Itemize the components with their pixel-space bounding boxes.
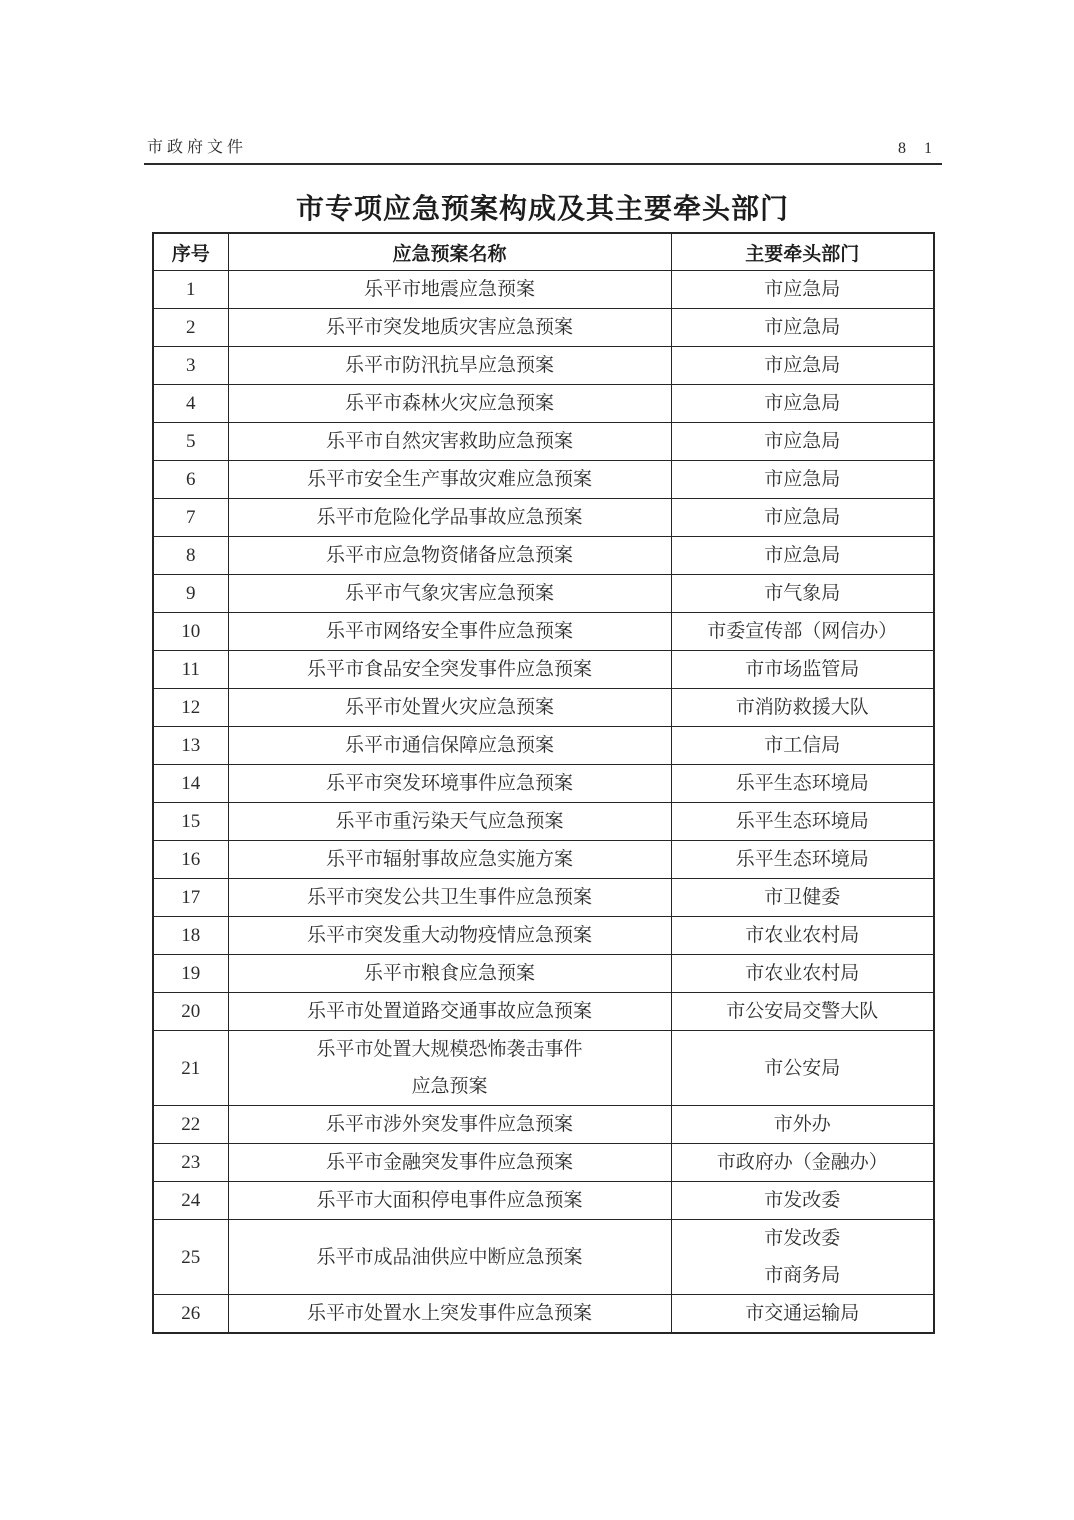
cell-text: 市发改委 [764, 1190, 841, 1211]
emergency-plans-table [152, 232, 935, 1334]
lead-department-cell [671, 575, 934, 613]
plan-name-cell [228, 271, 671, 309]
row-number-cell [153, 993, 228, 1031]
table-row [153, 803, 934, 841]
lead-department-cell [671, 955, 934, 993]
table-row [153, 841, 934, 879]
row-number-cell [153, 1031, 228, 1106]
cell-text: 15 [181, 811, 201, 832]
cell-text: 乐平市安全生产事故灾难应急预案 [306, 469, 592, 490]
row-number-cell [153, 499, 228, 537]
cell-text: 乐平市网络安全事件应急预案 [325, 621, 573, 642]
cell-text: 24 [181, 1190, 201, 1211]
cell-text: 市委宣传部（网信办） [707, 621, 898, 642]
lead-department-cell [671, 1220, 934, 1295]
row-number-cell [153, 309, 228, 347]
cell-text: 乐平市突发公共卫生事件应急预案 [306, 887, 592, 908]
table-row [153, 1106, 934, 1144]
cell-text: 市发改委 [764, 1228, 841, 1249]
table-row [153, 1144, 934, 1182]
cell-text: 17 [181, 887, 201, 908]
lead-department-cell [671, 1144, 934, 1182]
cell-text: 市应急局 [764, 507, 841, 528]
lead-department-cell [671, 537, 934, 575]
lead-department-cell [671, 499, 934, 537]
row-number-cell [153, 537, 228, 575]
row-number-cell [153, 1106, 228, 1144]
table-row [153, 765, 934, 803]
table-row [153, 537, 934, 575]
cell-text: 乐平市处置水上突发事件应急预案 [306, 1303, 592, 1324]
row-number-cell [153, 347, 228, 385]
cell-text: 8 [186, 545, 196, 566]
cell-text: 市外办 [773, 1114, 831, 1135]
table-row [153, 727, 934, 765]
row-number-cell [153, 1295, 228, 1334]
table-body [153, 271, 934, 1334]
plan-name-cell [228, 1295, 671, 1334]
table-row [153, 613, 934, 651]
cell-text: 乐平市涉外突发事件应急预案 [325, 1114, 573, 1135]
plan-name-cell [228, 537, 671, 575]
cell-text: 乐平市成品油供应中断应急预案 [316, 1246, 583, 1268]
table-row [153, 271, 934, 309]
cell-text: 市应急局 [764, 545, 841, 566]
plan-name-cell [228, 1106, 671, 1144]
plan-name-cell [228, 651, 671, 689]
cell-text: 市政府办（金融办） [716, 1152, 888, 1173]
cell-text: 12 [181, 697, 201, 718]
cell-text: 乐平市处置道路交通事故应急预案 [306, 1001, 592, 1022]
lead-department-cell [671, 1106, 934, 1144]
cell-text: 市公安局 [764, 1057, 841, 1079]
lead-department-cell [671, 461, 934, 499]
row-number-cell [153, 917, 228, 955]
row-number-cell [153, 1220, 228, 1295]
lead-department-cell [671, 1031, 934, 1106]
lead-department-cell [671, 993, 934, 1031]
lead-department-cell [671, 917, 934, 955]
cell-text: 市市场监管局 [745, 659, 860, 680]
row-number-cell [153, 271, 228, 309]
cell-text: 14 [181, 773, 201, 794]
table-row [153, 385, 934, 423]
cell-text: 乐平市大面积停电事件应急预案 [316, 1190, 583, 1211]
table-row [153, 1295, 934, 1334]
cell-text: 4 [186, 393, 196, 414]
plan-name-cell [228, 499, 671, 537]
cell-text: 市应急局 [764, 431, 841, 452]
cell-text: 市应急局 [764, 355, 841, 376]
table-header-row [153, 233, 934, 271]
column-header-plan-name: 应急预案名称 [228, 233, 671, 271]
table-row [153, 689, 934, 727]
cell-text: 乐平生态环境局 [735, 811, 869, 832]
lead-department-cell [671, 879, 934, 917]
cell-text: 市卫健委 [764, 887, 841, 908]
plan-name-cell [228, 689, 671, 727]
plan-name-cell [228, 347, 671, 385]
plan-name-cell [228, 461, 671, 499]
row-number-cell [153, 689, 228, 727]
table-row [153, 575, 934, 613]
row-number-cell [153, 1144, 228, 1182]
lead-department-cell [671, 651, 934, 689]
lead-department-cell [671, 271, 934, 309]
plan-name-cell [228, 879, 671, 917]
plan-name-cell [228, 1031, 671, 1106]
cell-text: 市应急局 [764, 469, 841, 490]
lead-department-cell [671, 765, 934, 803]
plan-name-cell [228, 1182, 671, 1220]
cell-text: 乐平市森林火灾应急预案 [344, 393, 554, 414]
cell-text: 3 [186, 355, 196, 376]
plan-name-cell [228, 575, 671, 613]
plan-name-cell [228, 765, 671, 803]
cell-text: 乐平市应急物资储备应急预案 [325, 545, 573, 566]
cell-text: 市农业农村局 [745, 925, 860, 946]
lead-department-cell [671, 423, 934, 461]
cell-text: 乐平市食品安全突发事件应急预案 [306, 659, 592, 680]
cell-text: 乐平市自然灾害救助应急预案 [325, 431, 573, 452]
lead-department-cell [671, 309, 934, 347]
cell-text: 市气象局 [764, 583, 841, 604]
cell-text: 21 [181, 1057, 201, 1079]
lead-department-cell [671, 727, 934, 765]
page-number: 8 1 [898, 140, 939, 157]
cell-text: 5 [186, 431, 196, 452]
row-number-cell [153, 575, 228, 613]
lead-department-cell [671, 385, 934, 423]
cell-text: 11 [181, 659, 200, 680]
row-number-cell [153, 461, 228, 499]
cell-text: 应急预案 [411, 1076, 488, 1097]
cell-text: 市公安局交警大队 [726, 1001, 879, 1022]
cell-text: 乐平市气象灾害应急预案 [344, 583, 554, 604]
table-row [153, 347, 934, 385]
table-row [153, 1031, 934, 1106]
lead-department-cell [671, 613, 934, 651]
lead-department-cell [671, 1295, 934, 1334]
lead-department-cell [671, 689, 934, 727]
table-title: 市专项应急预案构成及其主要牵头部门 [295, 193, 789, 224]
cell-text: 市应急局 [764, 317, 841, 338]
cell-text: 19 [181, 963, 201, 984]
row-number-cell [153, 803, 228, 841]
plan-name-cell [228, 917, 671, 955]
plan-name-cell [228, 309, 671, 347]
cell-text: 25 [181, 1246, 201, 1268]
lead-department-cell [671, 803, 934, 841]
cell-text: 23 [181, 1152, 201, 1173]
plan-name-cell [228, 613, 671, 651]
lead-department-cell [671, 841, 934, 879]
row-number-cell [153, 385, 228, 423]
row-number-cell [153, 423, 228, 461]
cell-text: 市消防救援大队 [735, 697, 869, 718]
cell-text: 6 [186, 469, 196, 490]
cell-text: 乐平市突发环境事件应急预案 [325, 773, 573, 794]
table-row [153, 461, 934, 499]
cell-text: 13 [181, 735, 201, 756]
plan-name-cell [228, 1220, 671, 1295]
cell-text: 18 [181, 925, 201, 946]
lead-department-cell [671, 1182, 934, 1220]
column-header-number: 序号 [153, 233, 228, 271]
cell-text: 乐平生态环境局 [735, 849, 869, 870]
cell-text: 乐平市辐射事故应急实施方案 [325, 849, 573, 870]
row-number-cell [153, 1182, 228, 1220]
cell-text: 乐平市处置火灾应急预案 [344, 697, 554, 718]
table-row [153, 955, 934, 993]
cell-text: 乐平生态环境局 [735, 773, 869, 794]
row-number-cell [153, 727, 228, 765]
cell-text: 乐平市突发地质灾害应急预案 [325, 317, 573, 338]
table-row [153, 917, 934, 955]
cell-text: 22 [181, 1114, 201, 1135]
row-number-cell [153, 765, 228, 803]
cell-text: 市交通运输局 [745, 1303, 860, 1324]
cell-text: 10 [181, 621, 201, 642]
cell-text: 市商务局 [764, 1265, 841, 1286]
cell-text: 7 [186, 507, 196, 528]
row-number-cell [153, 841, 228, 879]
cell-text: 乐平市处置大规模恐怖袭击事件 [316, 1039, 583, 1060]
row-number-cell [153, 879, 228, 917]
cell-text: 市应急局 [764, 393, 841, 414]
cell-text: 9 [186, 583, 196, 604]
cell-text: 1 [186, 279, 196, 300]
plan-name-cell [228, 727, 671, 765]
plan-name-cell [228, 841, 671, 879]
cell-text: 市应急局 [764, 279, 841, 300]
row-number-cell [153, 955, 228, 993]
table-row [153, 1220, 934, 1295]
plan-name-cell [228, 993, 671, 1031]
cell-text: 乐平市粮食应急预案 [363, 963, 535, 984]
cell-text: 乐平市通信保障应急预案 [344, 735, 554, 756]
table-row [153, 651, 934, 689]
header-divider-line [144, 163, 942, 165]
table-row [153, 1182, 934, 1220]
cell-text: 市农业农村局 [745, 963, 860, 984]
lead-department-cell [671, 347, 934, 385]
plan-name-cell [228, 955, 671, 993]
plan-name-cell [228, 423, 671, 461]
table-row [153, 499, 934, 537]
plan-name-cell [228, 1144, 671, 1182]
plan-name-cell [228, 385, 671, 423]
cell-text: 乐平市重污染天气应急预案 [335, 811, 564, 832]
cell-text: 16 [181, 849, 201, 870]
doc-header-label: 市政府文件 [147, 139, 248, 156]
table-row [153, 423, 934, 461]
column-header-lead-department: 主要牵头部门 [671, 233, 934, 271]
table-row [153, 879, 934, 917]
cell-text: 2 [186, 317, 196, 338]
table-row [153, 309, 934, 347]
cell-text: 乐平市地震应急预案 [363, 279, 535, 300]
plan-name-cell [228, 803, 671, 841]
cell-text: 市工信局 [764, 735, 841, 756]
cell-text: 20 [181, 1001, 201, 1022]
cell-text: 乐平市突发重大动物疫情应急预案 [306, 925, 592, 946]
row-number-cell [153, 613, 228, 651]
cell-text: 乐平市危险化学品事故应急预案 [316, 507, 583, 528]
cell-text: 26 [181, 1303, 201, 1324]
table-row [153, 993, 934, 1031]
cell-text: 乐平市金融突发事件应急预案 [325, 1152, 573, 1173]
cell-text: 乐平市防汛抗旱应急预案 [344, 355, 554, 376]
row-number-cell [153, 651, 228, 689]
